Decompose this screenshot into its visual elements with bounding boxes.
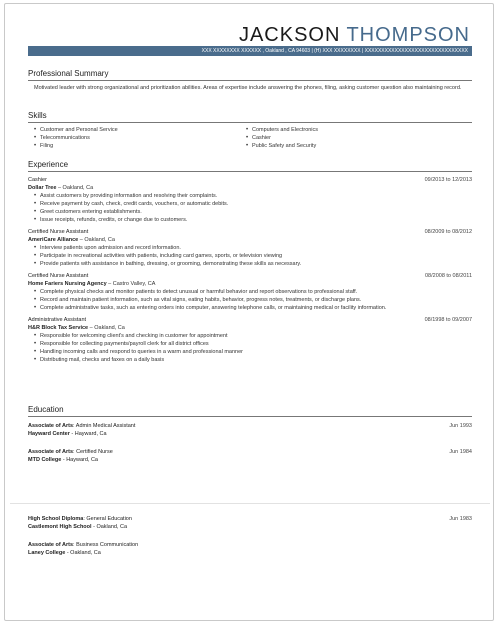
job-duties bbox=[28, 192, 472, 224]
school-line bbox=[28, 549, 472, 557]
duty-item: • Provide patients with assistance in bathing, dressing, or grooming, demonstrating these skills as necessary. bbox=[40, 260, 472, 268]
education-date: Jun 1984 bbox=[449, 449, 472, 455]
duty-item: • Participate in recreational activities with patients, including card games, sports, or television viewing bbox=[40, 252, 472, 260]
job-duties bbox=[28, 332, 472, 364]
company-location: – Oakland, Ca bbox=[78, 237, 115, 243]
contact-bar bbox=[28, 46, 472, 56]
company-location: – Oakland, Ca bbox=[88, 325, 125, 331]
job-company-line bbox=[28, 324, 472, 332]
duty-item: • Complete administrative tasks, such as entering orders into computer, answering telephone calls, or maintaining medical or facility information. bbox=[40, 304, 472, 312]
education-continued bbox=[28, 515, 472, 557]
experience-title: Experience bbox=[28, 161, 472, 172]
skills-title: Skills bbox=[28, 112, 472, 123]
degree-field: : Certified Nurse bbox=[73, 449, 113, 455]
job-company-line bbox=[28, 280, 472, 288]
degree-label: Associate of Arts bbox=[28, 449, 74, 455]
duty-item: • Assist customers by providing information and resolving their complaints. bbox=[40, 192, 472, 200]
duty-item: • Complete physical checks and monitor patients to detect unusual or harmful behavior and report observations to professional staff. bbox=[40, 288, 472, 296]
job-entry bbox=[28, 176, 472, 224]
duty-item: • Receive payment by cash, check, credit cards, vouchers, or automatic debits. bbox=[40, 200, 472, 208]
page-break-divider bbox=[10, 503, 490, 504]
school-name: Laney College bbox=[28, 550, 66, 556]
degree-line bbox=[28, 515, 132, 523]
skills-column-right bbox=[240, 126, 452, 150]
education-entry bbox=[28, 422, 472, 438]
education-section bbox=[28, 406, 472, 464]
school-location: - Hayward, Ca bbox=[61, 457, 98, 463]
skill-item: • Customer and Personal Service bbox=[40, 126, 240, 134]
duty-item: • Interview patients upon admission and record information. bbox=[40, 244, 472, 252]
education-entry bbox=[28, 515, 472, 531]
education-date: Jun 1983 bbox=[449, 516, 472, 522]
degree-line bbox=[28, 422, 135, 430]
education-date: Jun 1993 bbox=[449, 423, 472, 429]
degree-field: : General Education bbox=[83, 516, 132, 522]
company-name: Dollar Tree bbox=[28, 185, 57, 191]
skills-section bbox=[28, 112, 472, 150]
skill-item: • Computers and Electronics bbox=[252, 126, 452, 134]
skill-item: • Telecommunications bbox=[40, 134, 240, 142]
skills-list bbox=[28, 123, 472, 150]
experience-section bbox=[28, 161, 472, 364]
company-name: AmeriCare Alliance bbox=[28, 237, 79, 243]
school-name: MTD College bbox=[28, 457, 62, 463]
company-name: H&R Block Tax Service bbox=[28, 325, 89, 331]
degree-field: : Business Communication bbox=[73, 542, 139, 548]
skills-column-left bbox=[28, 126, 240, 150]
skill-item: • Cashier bbox=[252, 134, 452, 142]
job-title: Certified Nurse Assistant bbox=[28, 273, 89, 279]
degree-line bbox=[28, 448, 113, 456]
company-location: – Castro Valley, CA bbox=[106, 281, 156, 287]
school-location: - Oakland, Ca bbox=[65, 550, 101, 556]
job-entry bbox=[28, 272, 472, 312]
duty-item: • Handling incoming calls and respond to queries in a warm and professional manner bbox=[40, 348, 472, 356]
duty-item: • Issue receipts, refunds, credits, or change due to customers. bbox=[40, 216, 472, 224]
summary-title: Professional Summary bbox=[28, 70, 472, 81]
school-line bbox=[28, 456, 472, 464]
school-line bbox=[28, 523, 472, 531]
job-date: 08/2008 to 08/2011 bbox=[425, 273, 472, 279]
job-date: 09/2013 to 12/2013 bbox=[424, 177, 472, 183]
education-entry bbox=[28, 541, 472, 557]
duty-item: • Distributing mail, checks and faxes on a daily basis bbox=[40, 356, 472, 364]
duty-item: • Responsible for welcoming client's and checking in customer for appointment bbox=[40, 332, 472, 340]
job-duties bbox=[28, 244, 472, 268]
degree-label: Associate of Arts bbox=[28, 423, 74, 429]
school-location: - Hayward, Ca bbox=[69, 431, 107, 437]
job-company-line bbox=[28, 184, 472, 192]
degree-label: Associate of Arts bbox=[28, 542, 74, 548]
job-date: 08/2009 to 08/2012 bbox=[424, 229, 472, 235]
skill-item: • Public Safety and Security bbox=[252, 142, 452, 150]
company-name: Home Fariers Nursing Agency bbox=[28, 281, 107, 287]
school-name: Hayward Center bbox=[28, 431, 70, 437]
contact-info: XXX XXXXXXXX XXXXXX , Oakland , CA 94603 | (H) XXX XXXXXXXX | XXXXXXXXXXXXXXXXXXXXXXXXXXXXXXX bbox=[201, 48, 468, 54]
education-entry bbox=[28, 448, 472, 464]
degree-line bbox=[28, 541, 138, 549]
job-entry bbox=[28, 228, 472, 268]
job-entry bbox=[28, 316, 472, 364]
last-name: THOMPSON bbox=[346, 24, 470, 46]
candidate-name bbox=[239, 24, 470, 47]
duty-item: • Greet customers entering establishments. bbox=[40, 208, 472, 216]
summary-section bbox=[28, 70, 472, 92]
job-company-line bbox=[28, 236, 472, 244]
skill-item: • Filing bbox=[40, 142, 240, 150]
job-duties bbox=[28, 288, 472, 312]
first-name: JACKSON bbox=[238, 24, 341, 46]
duty-item: • Record and maintain patient information, such as vital signs, eating habits, behavior, progress notes, treatments, or discharge plans. bbox=[40, 296, 472, 304]
school-name: Castlemont High School bbox=[28, 524, 92, 530]
degree-label: High School Diploma bbox=[28, 516, 84, 522]
degree-field: : Admin Medical Assistant bbox=[73, 423, 136, 429]
company-location: – Oakland, Ca bbox=[56, 185, 94, 191]
education-title: Education bbox=[28, 406, 472, 417]
duty-item: • Responsible for collecting payments/payroll clerk for all district offices bbox=[40, 340, 472, 348]
job-title: Administrative Assistant bbox=[28, 317, 87, 323]
job-title: Cashier bbox=[28, 177, 47, 183]
summary-text: Motivated leader with strong organizational and prioritization abilities. Areas of expertise include answering the phones, filing, asking customer question also maintaining record. bbox=[34, 85, 462, 91]
school-line bbox=[28, 430, 472, 438]
school-location: - Oakland, Ca bbox=[91, 524, 128, 530]
job-title: Certified Nurse Assistant bbox=[28, 229, 89, 235]
job-date: 08/1998 to 09/2007 bbox=[424, 317, 472, 323]
